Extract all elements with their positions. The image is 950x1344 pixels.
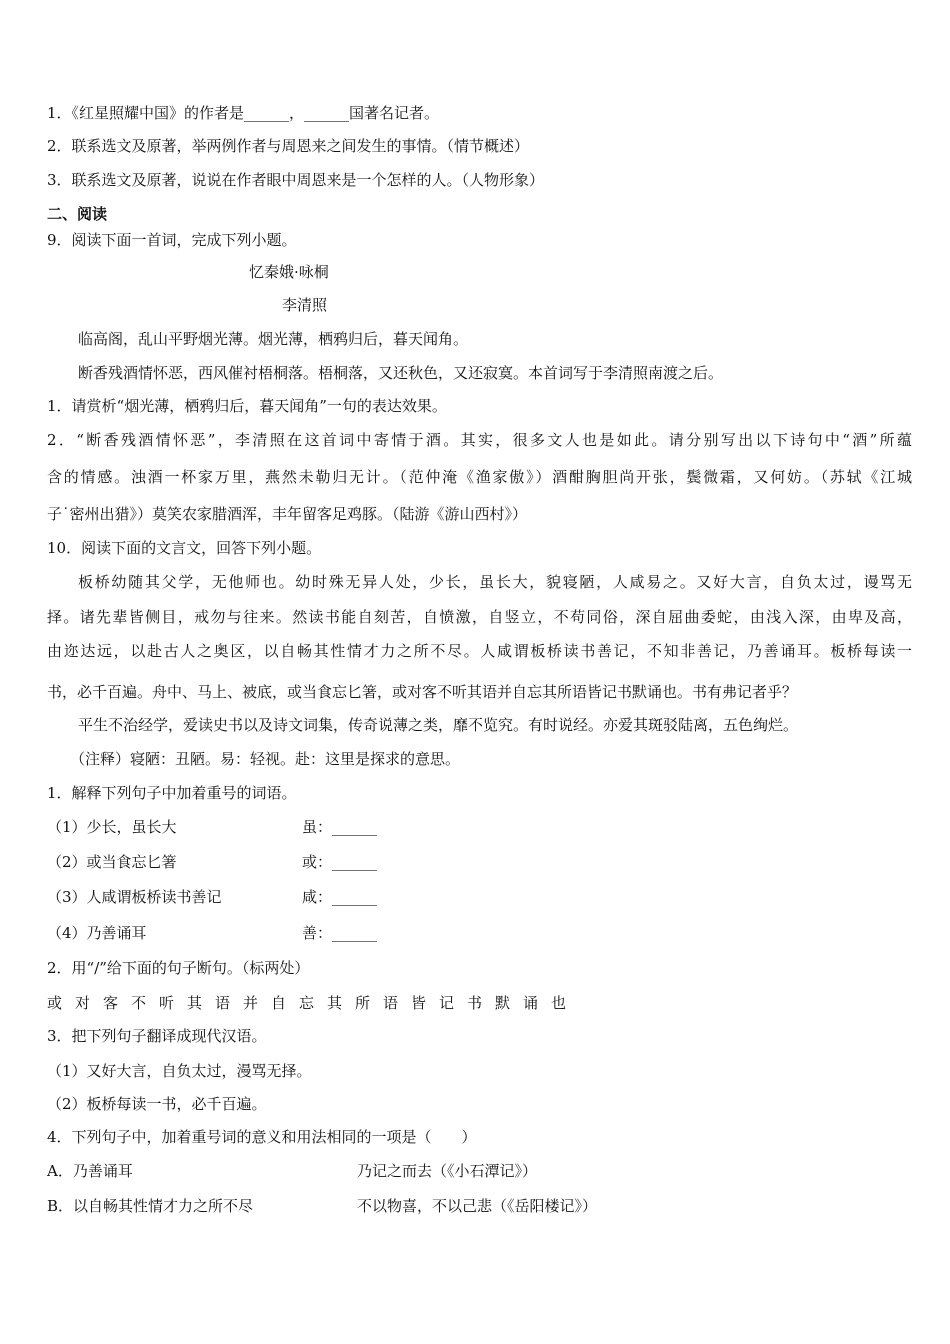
sub1-item (47, 887, 378, 907)
section-title: 二、阅读 (47, 205, 108, 223)
sub1-item (47, 852, 378, 872)
sub1-item (47, 817, 378, 837)
sub1-sentence: （4）乃善诵耳 (47, 924, 147, 942)
passage-line: 择。诸先辈皆侧目，戒勿与往来。然读书能自刻苦，自愤激，自竖立，不苟同俗，深自屈曲委蛇，由浅入深，由卑及高， (47, 608, 912, 626)
option-label: B．以自畅其性情才力之所不尽 (47, 1197, 254, 1215)
option-label: A．乃善诵耳 (47, 1162, 133, 1180)
passage-note: （注释）寝陋：丑陋。易：轻视。赴：这里是探求的意思。 (70, 750, 461, 768)
sub1-blank: 或：______ (302, 853, 378, 871)
poem-line: 断香残酒情怀恶，西风催衬梧桐落。梧桐落，又还秋色，又还寂寞。本首词写于李清照南渡之后。 (78, 364, 724, 382)
q9-sub2-line: 含的情感。浊酒一杯家万里，燕然未勒归无计。（范仲淹《渔家傲》）酒酣胸胆尚开张，鬓微霜，又何妨。（苏轼《江城 (47, 468, 912, 486)
sub3-item: （1）又好大言，自负太过，漫骂无择。 (47, 1062, 312, 1080)
passage-line: 板桥幼随其父学，无他师也。幼时殊无异人处，少长，虽长大，貌寝陋，人咸易之。又好大言，自负太过，谩骂无 (78, 573, 912, 591)
sub1-sentence: （1）少长，虽长大 (47, 818, 177, 836)
q10-sub3: 3．把下列句子翻译成现代汉语。 (47, 1027, 267, 1045)
passage-line: 由迩达远，以赴古人之奥区，以自畅其性情才力之所不尽。人咸谓板桥读书善记，不知非善记，乃善诵耳。板桥每读一 (47, 642, 912, 660)
passage-line: 书，必千百遍。舟中、马上、被底，或当食忘匕箸，或对客不听其语并自忘其所语皆记书默诵也。书有弗记者乎？ (47, 683, 798, 701)
sub1-item (47, 923, 378, 943)
q9-sub1: 1．请赏析“烟光薄，栖鸦归后，暮天闻角”一句的表达效果。 (47, 397, 447, 415)
question-2: 2．联系选文及原著，举两例作者与周恩来之间发生的事情。（情节概述） (47, 137, 530, 155)
passage-paragraph-2: 平生不治经学，爱读史书以及诗文词集，传奇说薄之类，靡不览究。有时说经。亦爱其斑驳陆离，五色绚烂。 (78, 716, 799, 734)
sub1-blank: 咸：______ (302, 888, 378, 906)
poem-title: 忆秦娥·咏桐 (249, 263, 329, 281)
sub2-sentence: 或对客不听其语并自忘其所语皆记书默诵也 (47, 994, 580, 1012)
q10-sub4: 4．下列句子中，加着重号词的意义和用法相同的一项是（ ） (47, 1128, 477, 1146)
sub3-item: （2）板桥每读一书，必千百遍。 (47, 1095, 267, 1113)
q10-stem: 10．阅读下面的文言文，回答下列小题。 (47, 539, 322, 557)
sub1-blank: 虽：______ (302, 818, 378, 836)
poem-author: 李清照 (282, 296, 328, 314)
option-a (47, 1161, 538, 1181)
q10-sub2: 2．用“/”给下面的句子断句。（标两处） (47, 959, 310, 977)
question-3: 3．联系选文及原著，说说在作者眼中周恩来是一个怎样的人。（人物形象） (47, 171, 545, 189)
option-compare: 不以物喜，不以己悲（《岳阳楼记》） (357, 1197, 598, 1215)
q9-stem: 9．阅读下面一首词，完成下列小题。 (47, 231, 297, 249)
option-compare: 乃记之而去（《小石潭记》） (357, 1162, 538, 1180)
sub1-blank: 善：______ (302, 924, 378, 942)
sub1-sentence: （2）或当食忘匕箸 (47, 853, 177, 871)
q9-sub2-line: 2．“断香残酒情怀恶”，李清照在这首词中寄情于酒。其实，很多文人也是如此。请分别写出以下诗句中“酒”所蕴 (47, 431, 912, 449)
question-1: 1．《红星照耀中国》的作者是______，______国著名记者。 (47, 104, 440, 122)
sub1-sentence: （3）人咸谓板桥读书善记 (47, 888, 222, 906)
q9-sub2-line: 子˙密州出猎》）莫笑农家腊酒浑，丰年留客足鸡豚。（陆游《游山西村》） (47, 505, 528, 523)
option-b (47, 1196, 598, 1216)
poem-line: 临高阁，乱山平野烟光薄。烟光薄，栖鸦归后，暮天闻角。 (78, 330, 469, 348)
q10-sub1: 1．解释下列句子中加着重号的词语。 (47, 784, 297, 802)
